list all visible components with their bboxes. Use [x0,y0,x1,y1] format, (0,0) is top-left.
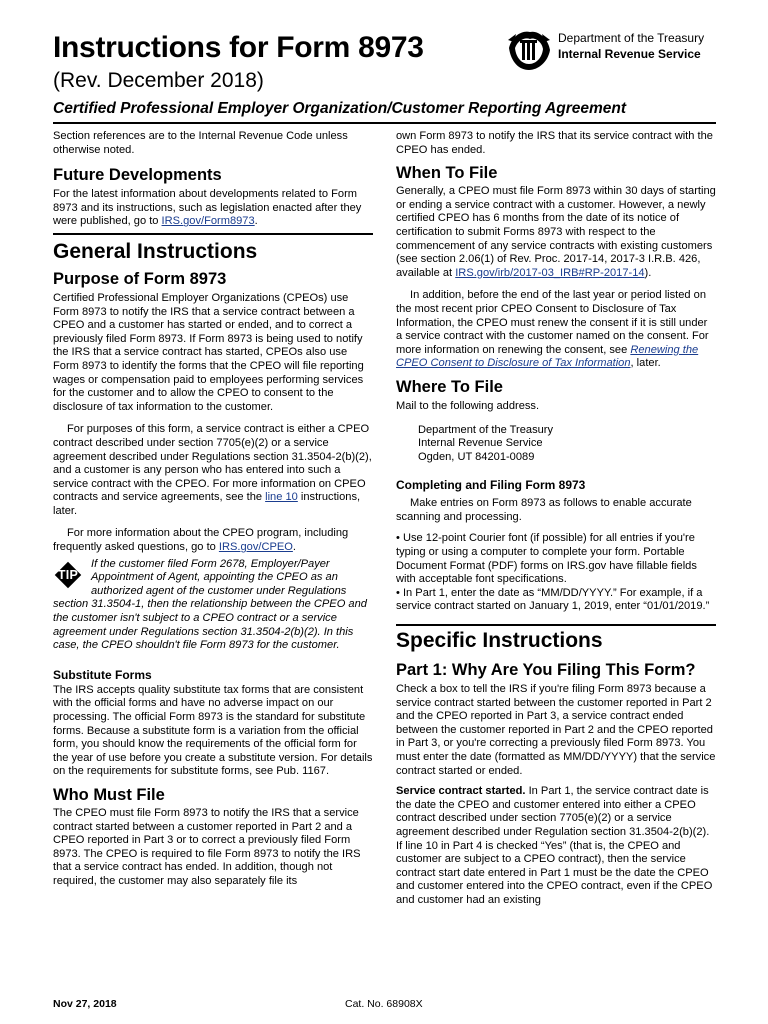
service-contract-started-text: Service contract started. In Part 1, the service contract date is the date the CPEO and customer entered into either a CPEO contract described under section 7705(e)(2) or a service agreement described under Regulation section 31.3504-2(b)(2). If line 10 in Part 4 is checked “Yes” (that is, the CPEO and customer are subject to a CPEO contract), then the service contract start date entered in Part 1 must be the date the CPEO and customer entered into the CPEO contract, even if the CPEO and customer had an existing [396,785,713,906]
completing-heading: Completing and Filing Form 8973 [396,478,586,493]
service-contract-started-label: Service contract started. [396,785,526,798]
irs-cpeo-link[interactable]: IRS.gov/CPEO [218,541,293,554]
who-must-file-text: The CPEO must file Form 8973 to notify the IRS that a service contract started between a customer reported in Part 2 and a CPEO reported in Part 3 or to correct a previously filed Form 8973. The CPEO is required to file Form 8973 to notify the IRS that a service contract has ended. In addition, though not required, the customer may also separately file its [53,806,361,887]
footer-catalog-number: Cat. No. 68908X [345,998,423,1010]
irs-eagle-logo-icon [506,28,552,72]
future-developments-text: For the latest information about developments related to Form 8973 and its instructions, such as legislation enacted after they were published, go to IRS.gov/Form8973. [53,188,362,228]
substitute-forms-text: The IRS accepts quality substitute tax forms that are consistent with the official forms and have no adverse impact on our processing. The official Form 8973 is the standard for substitute forms. Because a substitute form is a variation from the official form, you should know the requirements of the official form for the year of use before you create a substitute version. For details on the requirements for substitute forms, see Pub. 1167. [53,683,373,778]
bullet-courier-font: • Use 12-point Courier font (if possible) for all entries if you're typing or using a computer to complete your form. Portable Document Format (PDF) forms on IRS.gov have fillable fields with acceptable font specifications. [396,532,697,586]
completing-text: Make entries on Form 8973 as follows to enable accurate scanning and processing. [396,497,692,523]
right-column [396,130,716,908]
tip-text: If the customer filed Form 2678, Employer/Payer Appointment of Agent, appointing the CPEO as an authorized agent of the customer under Regulations [91,557,347,597]
agency-department: Department of the Treasury [558,31,705,45]
irb-link[interactable]: IRS.gov/irb/2017-03_IRB#RP-2017-14 [455,266,645,279]
more-info-text: For more information about the CPEO program, including frequently asked questions, go to IRS.gov/CPEO. [53,527,349,554]
address-line: Department of the Treasury [418,423,554,436]
bullet-date-format: • In Part 1, enter the date as “MM/DD/YYYY.” For example, if a service contract started on January 1, 2019, enter “01/01/2019.” [396,586,710,613]
address-line: Ogden, UT 84201-0089 [418,450,535,463]
specific-instructions-heading: Specific Instructions [396,629,603,653]
footer-date: Nov 27, 2018 [53,998,117,1010]
general-instructions-heading: General Instructions [53,239,258,263]
purpose-heading: Purpose of Form 8973 [53,269,227,288]
part1-text: Check a box to tell the IRS if you're filing Form 8973 because a service contract started between the customer reported in Part 2 and the CPEO reported in Part 3, a service contract ended between the customer reported in Part 2 and the CPEO reported in Part 3, or you're correcting a previously filed Form 8973. You must enter the date (formatted as MM/DD/YYYY) that the service contract started or ended. [396,683,716,777]
purposes-text: For purposes of this form, a service contract is either a CPEO contract described under section 7705(e)(2) or a service agreement described under Regulations section 31.3504-2(b)(2), and a customer is any person who has entered into such a service contract with the CPEO. For more information on CPEO contracts and service agreements, see the line 10 instructions, later. [53,423,372,517]
who-must-file-continued: own Form 8973 to notify the IRS that its service contract with the CPEO has ended. [396,130,713,156]
who-must-file-heading: Who Must File [53,785,165,804]
tip-box [53,558,373,653]
revision-date: (Rev. December 2018) [53,69,264,92]
irs-form8973-link[interactable]: IRS.gov/Form8973 [161,215,255,228]
address-line: Internal Revenue Service [418,437,543,450]
mailing-address [396,424,716,465]
purpose-text: Certified Professional Employer Organizations (CPEOs) use Form 8973 to notify the IRS that a service contract between a CPEO and a customer has started or ended, and to correct a previously filed Form 8973. If Form 8973 is being used to notify the IRS that a service contract has started, CPEOs also use Form 8973 to identify the forms that the CPEO will file reporting wages or compensation paid to employees performing services for the customer and to allow the CPEO to consent to the disclosure of tax information to the customer. [53,291,364,413]
where-to-file-heading: Where To File [396,377,503,396]
intro-text: Section references are to the Internal Revenue Code unless otherwise noted. [53,130,348,156]
when-to-file-text: Generally, a CPEO must file Form 8973 within 30 days of starting or ending a service contract with a customer. However, a newly certified CPEO has 6 months from the date of its notice of certification to submit Forms 8973 with respect to the commencement of any service contracts with existing customers (see section 2.06(1) of Rev. Proc. 2017-14, 2017-3 I.R.B. 426, available at IRS.gov/irb/2017-03_IRB#RP-2017-14). [396,185,716,279]
form-subtitle: Certified Professional Employer Organization/Customer Reporting Agreement [53,100,627,117]
tip-icon: TIP [53,562,85,588]
left-column [53,130,373,889]
renewal-text: In addition, before the end of the last year or period listed on the most recent prior CPEO Consent to Disclosure of Tax Information, the CPEO must renew the consent if it is still under a service contract with the customer named on the consent. For more information on renewing the consent, see Renewing the CPEO Consent to Disclosure of Tax Information, later. [396,289,709,370]
when-to-file-heading: When To File [396,164,498,183]
future-developments-heading: Future Developments [53,166,222,185]
where-to-file-text: Mail to the following address. [396,399,540,412]
header-rule [53,122,716,124]
part1-heading: Part 1: Why Are You Filing This Form? [396,661,696,680]
renewing-consent-link[interactable]: Renewing the CPEO Consent to Disclosure of Tax Information [396,343,699,370]
agency-irs: Internal Revenue Service [558,47,701,61]
substitute-forms-heading: Substitute Forms [53,667,152,682]
document-title: Instructions for Form 8973 [53,31,424,64]
tip-text-continued: section 31.3504-1, then the relationship between the CPEO and the customer isn't subject to a CPEO contract or a service agreement under Regulations section 31.3504-2(b)(2). In this case, the CPEO shouldn't file Form 8973 for the customer. [53,598,367,652]
line10-link[interactable]: line 10 [265,491,298,504]
